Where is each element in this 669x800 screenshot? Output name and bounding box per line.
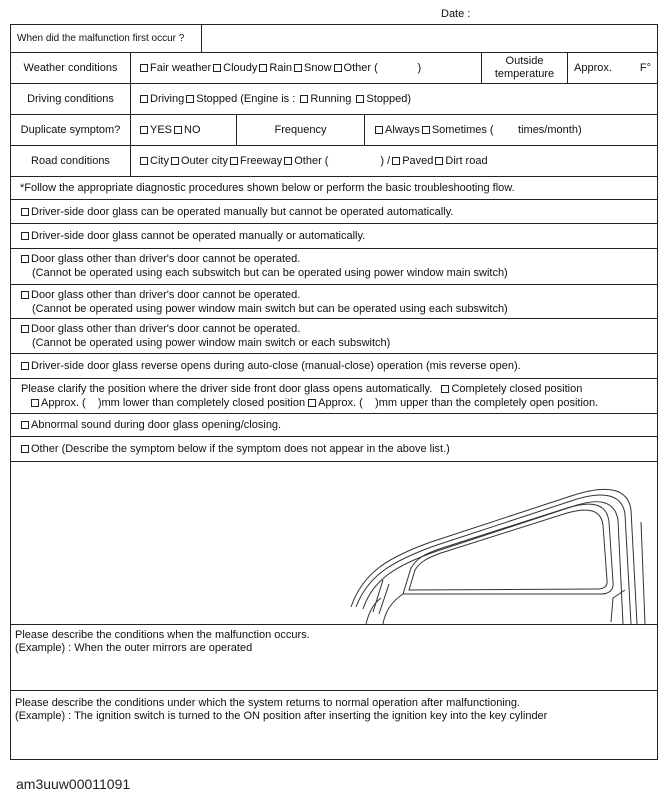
frequency-label: Frequency <box>237 115 365 145</box>
instruction-text: *Follow the appropriate diagnostic procedures shown below or perform the basic troubleshooting flow. <box>20 182 515 194</box>
symptom-row-9: Other (Describe the symptom below if the symptom does not appear in the above list.) <box>11 437 657 462</box>
instruction-row <box>11 177 657 200</box>
checkbox[interactable] <box>375 126 383 134</box>
symptom-row-3: Door glass other than driver's door cannot be operated. (Cannot be operated using each subswitch but can be operated using power window main switch) <box>11 249 657 285</box>
figure-id-caption: am3uuw00011091 <box>16 776 131 792</box>
checkbox[interactable] <box>171 157 179 165</box>
checkbox[interactable] <box>435 157 443 165</box>
checkbox[interactable] <box>21 362 29 370</box>
road-label: Road conditions <box>11 146 131 176</box>
checkbox[interactable] <box>334 64 342 72</box>
checkbox[interactable] <box>21 291 29 299</box>
describe-conditions-row[interactable] <box>11 625 657 691</box>
door-glass-illustration <box>11 462 657 624</box>
checkbox[interactable] <box>31 399 39 407</box>
frequency-options: Always Sometimes ( times/month) <box>365 115 657 145</box>
approx-temperature-field[interactable]: Approx. F° <box>574 62 651 74</box>
symptom-row-7: Please clarify the position where the driver side front door glass opens automatically. Completely closed position Approx. ( )mm lower than completely closed position Approx. ( )mm upper than the completely open position. <box>11 379 657 414</box>
checkbox[interactable] <box>140 95 148 103</box>
first-occur-label: When did the malfunction first occur ? <box>11 25 202 52</box>
symptom-row-5: Door glass other than driver's door cannot be operated. (Cannot be operated using power window main switch or each subswitch) <box>11 319 657 354</box>
driving-row <box>11 84 657 115</box>
checkbox[interactable] <box>294 64 302 72</box>
road-options: City Outer city Freeway Other ( ) / Paved Dirt road <box>131 146 657 176</box>
first-occur-row <box>11 25 657 53</box>
driving-label: Driving conditions <box>11 84 131 114</box>
describe-conditions-example: (Example) : When the outer mirrors are operated <box>15 642 253 654</box>
describe-recovery-row[interactable] <box>11 691 657 759</box>
checkbox[interactable] <box>21 232 29 240</box>
door-illustration-area <box>11 462 657 625</box>
checkbox[interactable] <box>140 126 148 134</box>
symptom-row-1: Driver-side door glass can be operated manually but cannot be operated automatically. <box>11 200 657 224</box>
checkbox[interactable] <box>356 95 364 103</box>
checkbox[interactable] <box>213 64 221 72</box>
checkbox[interactable] <box>230 157 238 165</box>
symptom-row-2: Driver-side door glass cannot be operated manually or automatically. <box>11 224 657 249</box>
checkbox[interactable] <box>140 157 148 165</box>
date-label: Date : <box>441 8 471 20</box>
checkbox[interactable] <box>308 399 316 407</box>
checkbox[interactable] <box>259 64 267 72</box>
outside-temperature-label: Outside temperature <box>482 53 568 83</box>
duplicate-label: Duplicate symptom? <box>11 115 131 145</box>
checkbox[interactable] <box>186 95 194 103</box>
describe-conditions-text: Please describe the conditions when the malfunction occurs. <box>15 629 310 641</box>
checkbox[interactable] <box>21 445 29 453</box>
checkbox[interactable] <box>174 126 182 134</box>
checkbox[interactable] <box>21 421 29 429</box>
duplicate-row <box>11 115 657 146</box>
checkbox[interactable] <box>300 95 308 103</box>
weather-label: Weather conditions <box>11 53 131 83</box>
questionnaire-form <box>10 24 658 760</box>
checkbox[interactable] <box>392 157 400 165</box>
describe-recovery-text: Please describe the conditions under which the system returns to normal operation after malfunctioning. <box>15 697 521 709</box>
driving-options: Driving Stopped (Engine is : Running Stopped) <box>131 84 657 114</box>
describe-recovery-example: (Example) : The ignition switch is turned to the ON position after inserting the ignition key into the key cylinder <box>15 710 548 722</box>
checkbox[interactable] <box>422 126 430 134</box>
checkbox[interactable] <box>21 325 29 333</box>
checkbox[interactable] <box>441 385 449 393</box>
weather-row <box>11 53 657 84</box>
road-row <box>11 146 657 177</box>
symptom-row-8: Abnormal sound during door glass opening/closing. <box>11 414 657 437</box>
checkbox[interactable] <box>21 208 29 216</box>
first-occur-field[interactable] <box>202 25 657 52</box>
weather-options: Fair weather Cloudy Rain Snow Other ( ) <box>131 53 482 83</box>
duplicate-options: YES NO <box>131 115 237 145</box>
symptom-row-4: Door glass other than driver's door cannot be operated. (Cannot be operated using power window main switch but can be operated using each subswitch) <box>11 285 657 319</box>
checkbox[interactable] <box>140 64 148 72</box>
checkbox[interactable] <box>21 255 29 263</box>
symptom-row-6: Driver-side door glass reverse opens during auto-close (manual-close) operation (mis reverse open). <box>11 354 657 379</box>
checkbox[interactable] <box>284 157 292 165</box>
